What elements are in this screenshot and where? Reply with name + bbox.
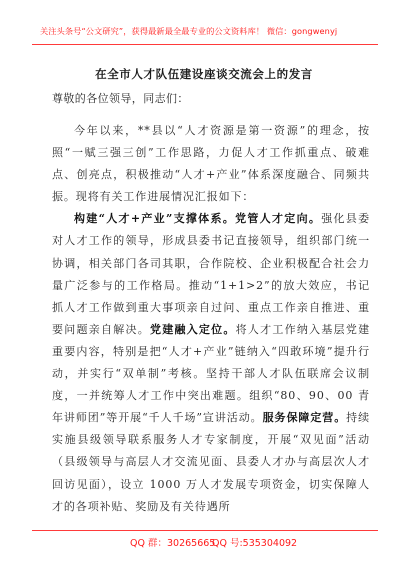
subheading-party-leads-talent: 党管人才定向。 bbox=[235, 212, 322, 226]
salutation: 尊敬的各位领导，同志们： bbox=[52, 92, 189, 105]
section-heading: 构建“人才+产业”支撑体系。 bbox=[74, 212, 236, 226]
header-divider bbox=[32, 44, 378, 45]
document-title: 在全市人才队伍建设座谈交流会上的发言 bbox=[95, 67, 313, 81]
section-text-1: 强化县委对人才工作的领导，形成县委书记直接领导，组织部门统一协调，相关部门各司其职，合作院校、企业积极配合社会力量广泛参与的工作格局。推动“1+1>2”的放大效应，书记抓人才工作做到重大事项亲自过问、重点工作亲自推进、重要问题亲自解决。 bbox=[52, 212, 370, 336]
section-paragraph bbox=[52, 208, 370, 517]
qq-group-number: QQ 群：30265665 bbox=[130, 538, 216, 549]
subheading-party-building: 党建融入定位。 bbox=[149, 322, 236, 336]
subheading-service-support: 服务保障定营。 bbox=[262, 411, 347, 425]
footer-contacts bbox=[0, 535, 408, 553]
section-text-2: 将人才工作纳入基层党建重要内容，特别是把“人才+产业”链纳入“四敢环境”提升行动，并实行“双单制”考核。坚持干部人才队伍联席会议制度，一并统筹人才工作中突出难题。组织“80、90、00 青年讲师团”等开展“千人千场”宣讲活动。 bbox=[52, 322, 370, 425]
section-text-3: 持续实施县级领导联系服务人才专家制度，开展“双见面”活动（县级领导与高层人才交流见面、县委人才办与高层次人才回访见面），设立 1000 万人才发展专项资金，切实保障人才的各项补贴、奖励及有关待遇所 bbox=[52, 411, 370, 513]
document-body bbox=[52, 120, 370, 518]
footer-divider bbox=[32, 530, 378, 531]
qq-account-number: QQ 号:535304092 bbox=[212, 538, 298, 549]
intro-paragraph: 今年以来，**县以“人才资源是第一资源”的理念，按照“一赋三强三创”工作思路，力促人才工作抓重点、破难点、创亮点，积极推动“人才+产业”体系深度融合、同频共振。现将有关工作进展情况汇报如下： bbox=[52, 124, 370, 204]
header-banner: 关注头条号“公文研究”，获得最新最全最专业的公文资料库！ 微信：gongwenyj bbox=[40, 26, 338, 36]
